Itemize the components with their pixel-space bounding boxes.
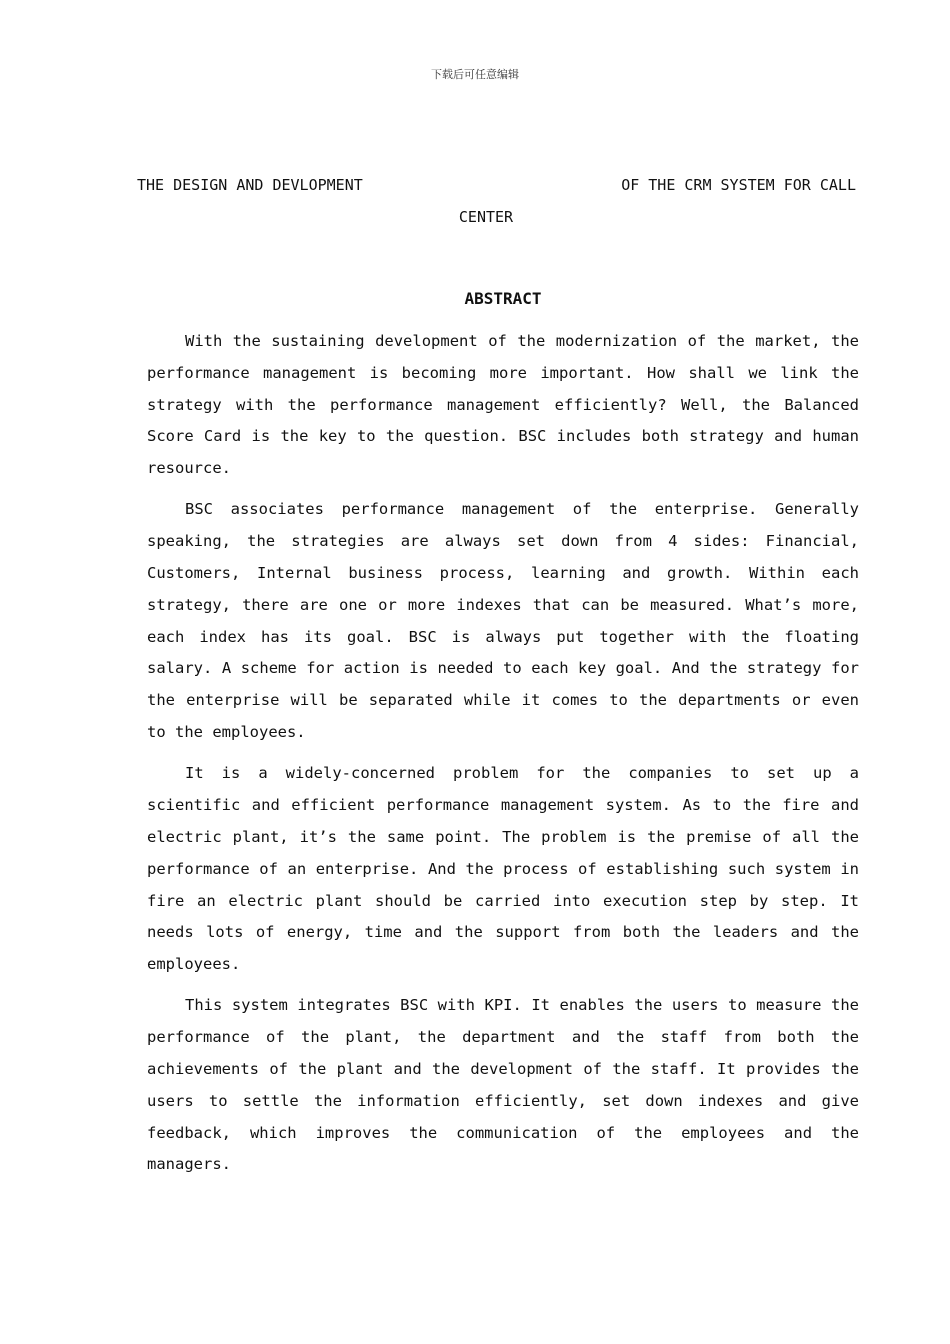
abstract-body xyxy=(147,326,859,1191)
page-header-note: 下载后可任意编辑 xyxy=(431,68,519,81)
abstract-paragraph-3: It is a widely-concerned problem for the companies to set up a scientific and efficient performance management system. As to the fire and electric plant, it’s the same point. The problem is the premise of all the performance of an enterprise. And the process of establishing such system in fire an electric plant should be carried into execution step by step. It needs lots of energy, time and the support from both the leaders and the employees. xyxy=(147,764,859,974)
paper-title-line-1 xyxy=(137,176,856,194)
paper-title-line-2: CENTER xyxy=(458,208,514,226)
abstract-heading: ABSTRACT xyxy=(464,289,542,308)
abstract-paragraph-2: BSC associates performance management of the enterprise. Generally speaking, the strategies are always set down from 4 sides: Financial, Customers, Internal business process, learning and growth. Within each strategy, there are one or more indexes that can be measured. What’s more, each index has its goal. BSC is always put together with the floating salary. A scheme for action is needed to each key goal. And the strategy for the enterprise will be separated while it comes to the departments or even to the employees. xyxy=(147,500,859,742)
paper-title-right: OF THE CRM SYSTEM FOR CALL xyxy=(621,176,856,194)
abstract-paragraph-4: This system integrates BSC with KPI. It enables the users to measure the performance of the plant, the department and the staff from both the achievements of the plant and the development of the staff. It provides the users to settle the information efficiently, set down indexes and give feedback, which improves the communication of the employees and the managers. xyxy=(147,996,859,1174)
abstract-paragraph-1: With the sustaining development of the modernization of the market, the performance management is becoming more important. How shall we link the strategy with the performance management efficiently? Well, the Balanced Score Card is the key to the question. BSC includes both strategy and human resource. xyxy=(147,332,859,478)
paper-title-left: THE DESIGN AND DEVLOPMENT xyxy=(137,176,363,194)
